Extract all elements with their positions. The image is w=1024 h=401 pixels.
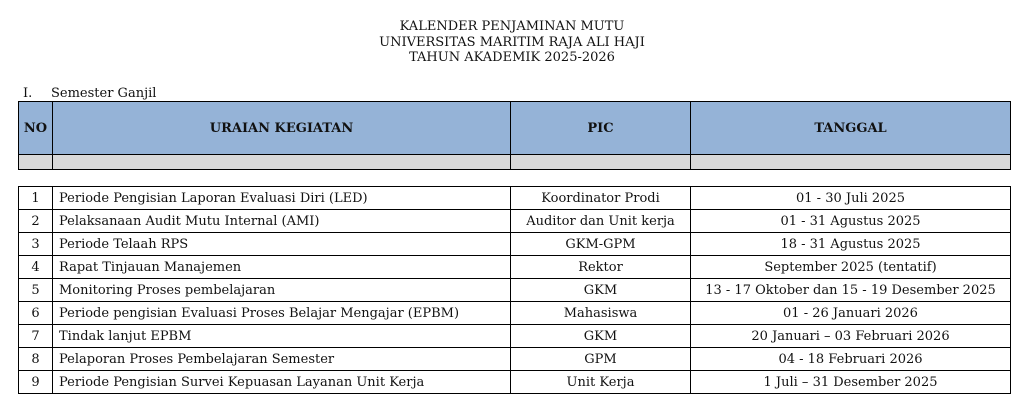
section-heading <box>23 86 156 101</box>
row-activity: Pelaksanaan Audit Mutu Internal (AMI) <box>53 210 511 233</box>
row-pic: Unit Kerja <box>511 371 691 394</box>
section-title: Semester Ganjil <box>51 86 157 101</box>
table-row <box>19 325 1011 348</box>
table-header-row <box>19 102 1011 155</box>
row-activity: Periode Telaah RPS <box>53 233 511 256</box>
header-pic: PIC <box>511 102 691 155</box>
table-row <box>19 256 1011 279</box>
schedule-table <box>18 101 1011 394</box>
row-pic: GKM <box>511 279 691 302</box>
title-line-3: TAHUN AKADEMIK 2025-2026 <box>409 50 615 65</box>
row-pic: Rektor <box>511 256 691 279</box>
row-activity: Tindak lanjut EPBM <box>53 325 511 348</box>
row-number: 9 <box>19 371 53 394</box>
table-row <box>19 371 1011 394</box>
header-activity: URAIAN KEGIATAN <box>53 102 511 155</box>
title-line-2: UNIVERSITAS MARITIM RAJA ALI HAJI <box>379 34 645 50</box>
blank-row <box>19 170 1011 187</box>
title-line-1: KALENDER PENJAMINAN MUTU <box>399 19 625 34</box>
document-title <box>0 19 1024 66</box>
row-pic: Auditor dan Unit kerja <box>511 210 691 233</box>
row-pic: GKM-GPM <box>511 233 691 256</box>
row-activity: Rapat Tinjauan Manajemen <box>53 256 511 279</box>
row-pic: GPM <box>511 348 691 371</box>
table-row <box>19 279 1011 302</box>
table-row <box>19 302 1011 325</box>
row-date: 01 - 26 Januari 2026 <box>691 302 1011 325</box>
table-row <box>19 348 1011 371</box>
row-activity: Periode Pengisian Laporan Evaluasi Diri (LED) <box>53 187 511 210</box>
row-date: 1 Juli – 31 Desember 2025 <box>691 371 1011 394</box>
row-date: 18 - 31 Agustus 2025 <box>691 233 1011 256</box>
row-number: 4 <box>19 256 53 279</box>
row-number: 8 <box>19 348 53 371</box>
row-number: 1 <box>19 187 53 210</box>
row-number: 3 <box>19 233 53 256</box>
row-date: 01 - 31 Agustus 2025 <box>691 210 1011 233</box>
row-activity: Periode Pengisian Survei Kepuasan Layanan Unit Kerja <box>53 371 511 394</box>
table-row <box>19 187 1011 210</box>
row-pic: Koordinator Prodi <box>511 187 691 210</box>
table-row <box>19 210 1011 233</box>
row-number: 2 <box>19 210 53 233</box>
table-row <box>19 233 1011 256</box>
row-date: 20 Januari – 03 Februari 2026 <box>691 325 1011 348</box>
header-no: NO <box>19 102 53 155</box>
row-pic: GKM <box>511 325 691 348</box>
row-date: 04 - 18 Februari 2026 <box>691 348 1011 371</box>
row-activity: Pelaporan Proses Pembelajaran Semester <box>53 348 511 371</box>
row-date: September 2025 (tentatif) <box>691 256 1011 279</box>
row-number: 7 <box>19 325 53 348</box>
header-date: TANGGAL <box>691 102 1011 155</box>
row-pic: Mahasiswa <box>511 302 691 325</box>
row-date: 13 - 17 Oktober dan 15 - 19 Desember 2025 <box>691 279 1011 302</box>
row-activity: Periode pengisian Evaluasi Proses Belajar Mengajar (EPBM) <box>53 302 511 325</box>
row-number: 5 <box>19 279 53 302</box>
section-number: I. <box>23 86 33 101</box>
row-activity: Monitoring Proses pembelajaran <box>53 279 511 302</box>
row-number: 6 <box>19 302 53 325</box>
row-date: 01 - 30 Juli 2025 <box>691 187 1011 210</box>
spacer-row <box>19 155 1011 170</box>
